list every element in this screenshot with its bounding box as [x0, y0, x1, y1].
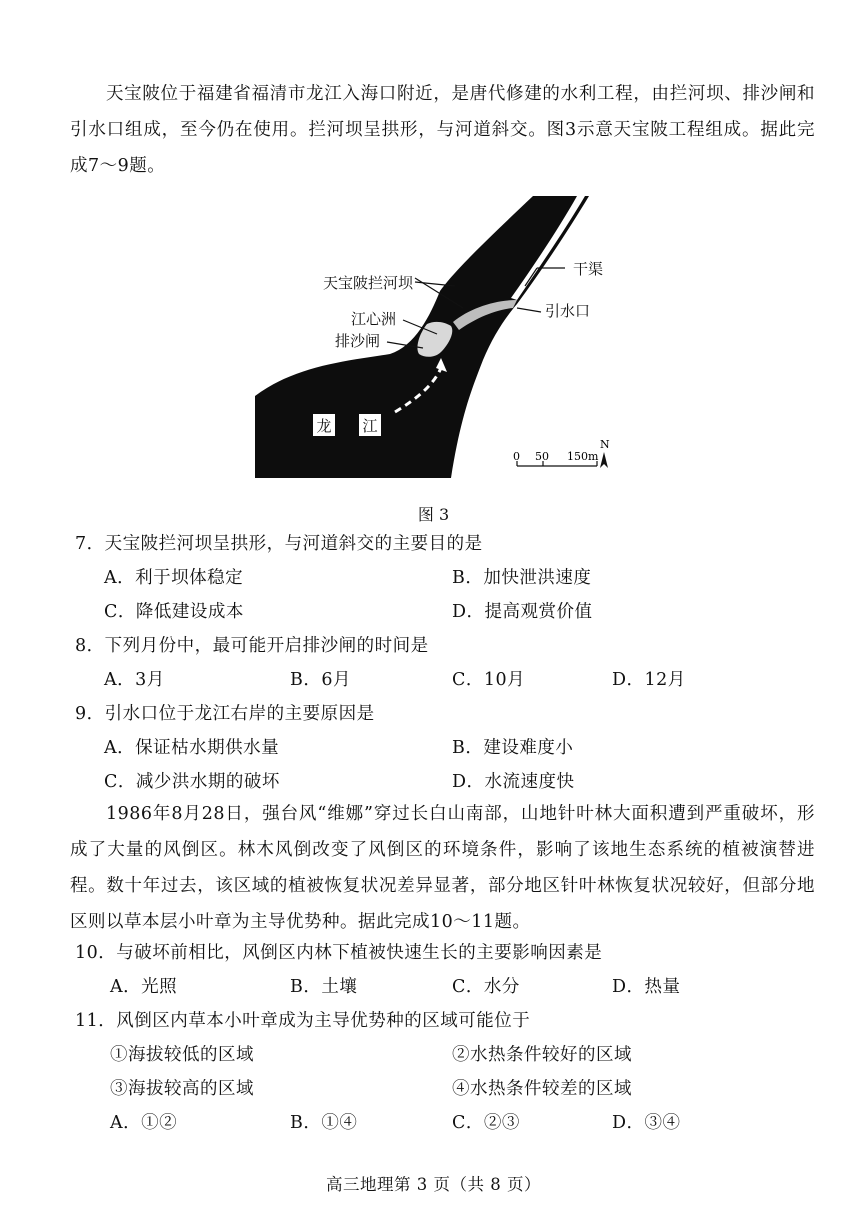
q7-option-a: A．利于坝体稳定 [104, 568, 244, 588]
intro-paragraph-2: 1986年8月28日，强台风“维娜”穿过长白山南部，山地针叶林大面积遭到严重破坏，形成了大量的风倒区。林木风倒改变了风倒区的环境条件，影响了该地生态系统的植被演替进程。数十年过去，该区域的植被恢复状况差异显著，部分地区针叶林恢复状况较好，但部分地区则以草本层小叶章为主导优势种。据此完成10～11题。 [70, 804, 815, 932]
question-11-stem: 11．风倒区内草本小叶章成为主导优势种的区域可能位于 [75, 1011, 531, 1031]
q10-option-a: A．光照 [110, 977, 178, 997]
q8-option-d: D．12月 [612, 670, 686, 690]
q11-option-c: C．②③ [452, 1113, 520, 1133]
q11-item-2: ②水热条件较好的区域 [452, 1045, 632, 1065]
q10-option-b: B．土壤 [290, 977, 358, 997]
q9-option-c: C．减少洪水期的破坏 [104, 772, 280, 792]
north-arrow-icon [600, 452, 608, 468]
q8-option-c: C．10月 [452, 670, 526, 690]
river-label-long: 龙 [316, 417, 332, 435]
q7-option-c: C．降低建设成本 [104, 602, 244, 622]
question-7-stem: 7．天宝陂拦河坝呈拱形，与河道斜交的主要目的是 [75, 534, 483, 554]
intake-label: 引水口 [545, 302, 591, 320]
river-label-jiang: 江 [362, 417, 378, 435]
north-label: N [600, 438, 610, 451]
sluice-label: 排沙闸 [335, 332, 381, 350]
page-footer: 高三地理第 3 页（共 8 页） [326, 1175, 541, 1194]
q11-item-3: ③海拔较高的区域 [110, 1079, 254, 1099]
island-label: 江心洲 [351, 310, 397, 328]
q11-option-a: A．①② [110, 1113, 178, 1133]
q11-item-1: ①海拔较低的区域 [110, 1045, 254, 1065]
scale-50: 50 [535, 450, 549, 463]
q9-option-d: D．水流速度快 [452, 772, 575, 792]
q9-option-a: A．保证枯水期供水量 [104, 738, 280, 758]
q11-item-4: ④水热条件较差的区域 [452, 1079, 632, 1099]
q8-option-a: A．3月 [104, 670, 165, 690]
question-8-stem: 8．下列月份中，最可能开启排沙闸的时间是 [75, 636, 429, 656]
figure-caption: 图 3 [417, 505, 450, 524]
q10-option-c: C．水分 [452, 977, 520, 997]
question-9-stem: 9．引水口位于龙江右岸的主要原因是 [75, 704, 375, 724]
q10-option-d: D．热量 [612, 977, 681, 997]
scale-0: 0 [513, 450, 520, 463]
q11-option-b: B．①④ [290, 1113, 358, 1133]
q7-option-d: D．提高观赏价值 [452, 602, 593, 622]
tianbaobei-map [255, 196, 630, 478]
dam-label: 天宝陂拦河坝 [323, 274, 414, 292]
scale-150m: 150m [567, 450, 599, 463]
q9-option-b: B．建设难度小 [452, 738, 574, 758]
canal-label: 干渠 [573, 260, 604, 278]
q8-option-b: B．6月 [290, 670, 351, 690]
intro-paragraph-1: 天宝陂位于福建省福清市龙江入海口附近，是唐代修建的水利工程，由拦河坝、排沙闸和引水口组成，至今仍在使用。拦河坝呈拱形，与河道斜交。图3示意天宝陂工程组成。据此完成7～9题。 [70, 84, 815, 176]
q11-option-d: D．③④ [612, 1113, 681, 1133]
q7-option-b: B．加快泄洪速度 [452, 568, 592, 588]
question-10-stem: 10．与破坏前相比，风倒区内林下植被快速生长的主要影响因素是 [75, 943, 603, 963]
figure-3 [255, 196, 630, 478]
